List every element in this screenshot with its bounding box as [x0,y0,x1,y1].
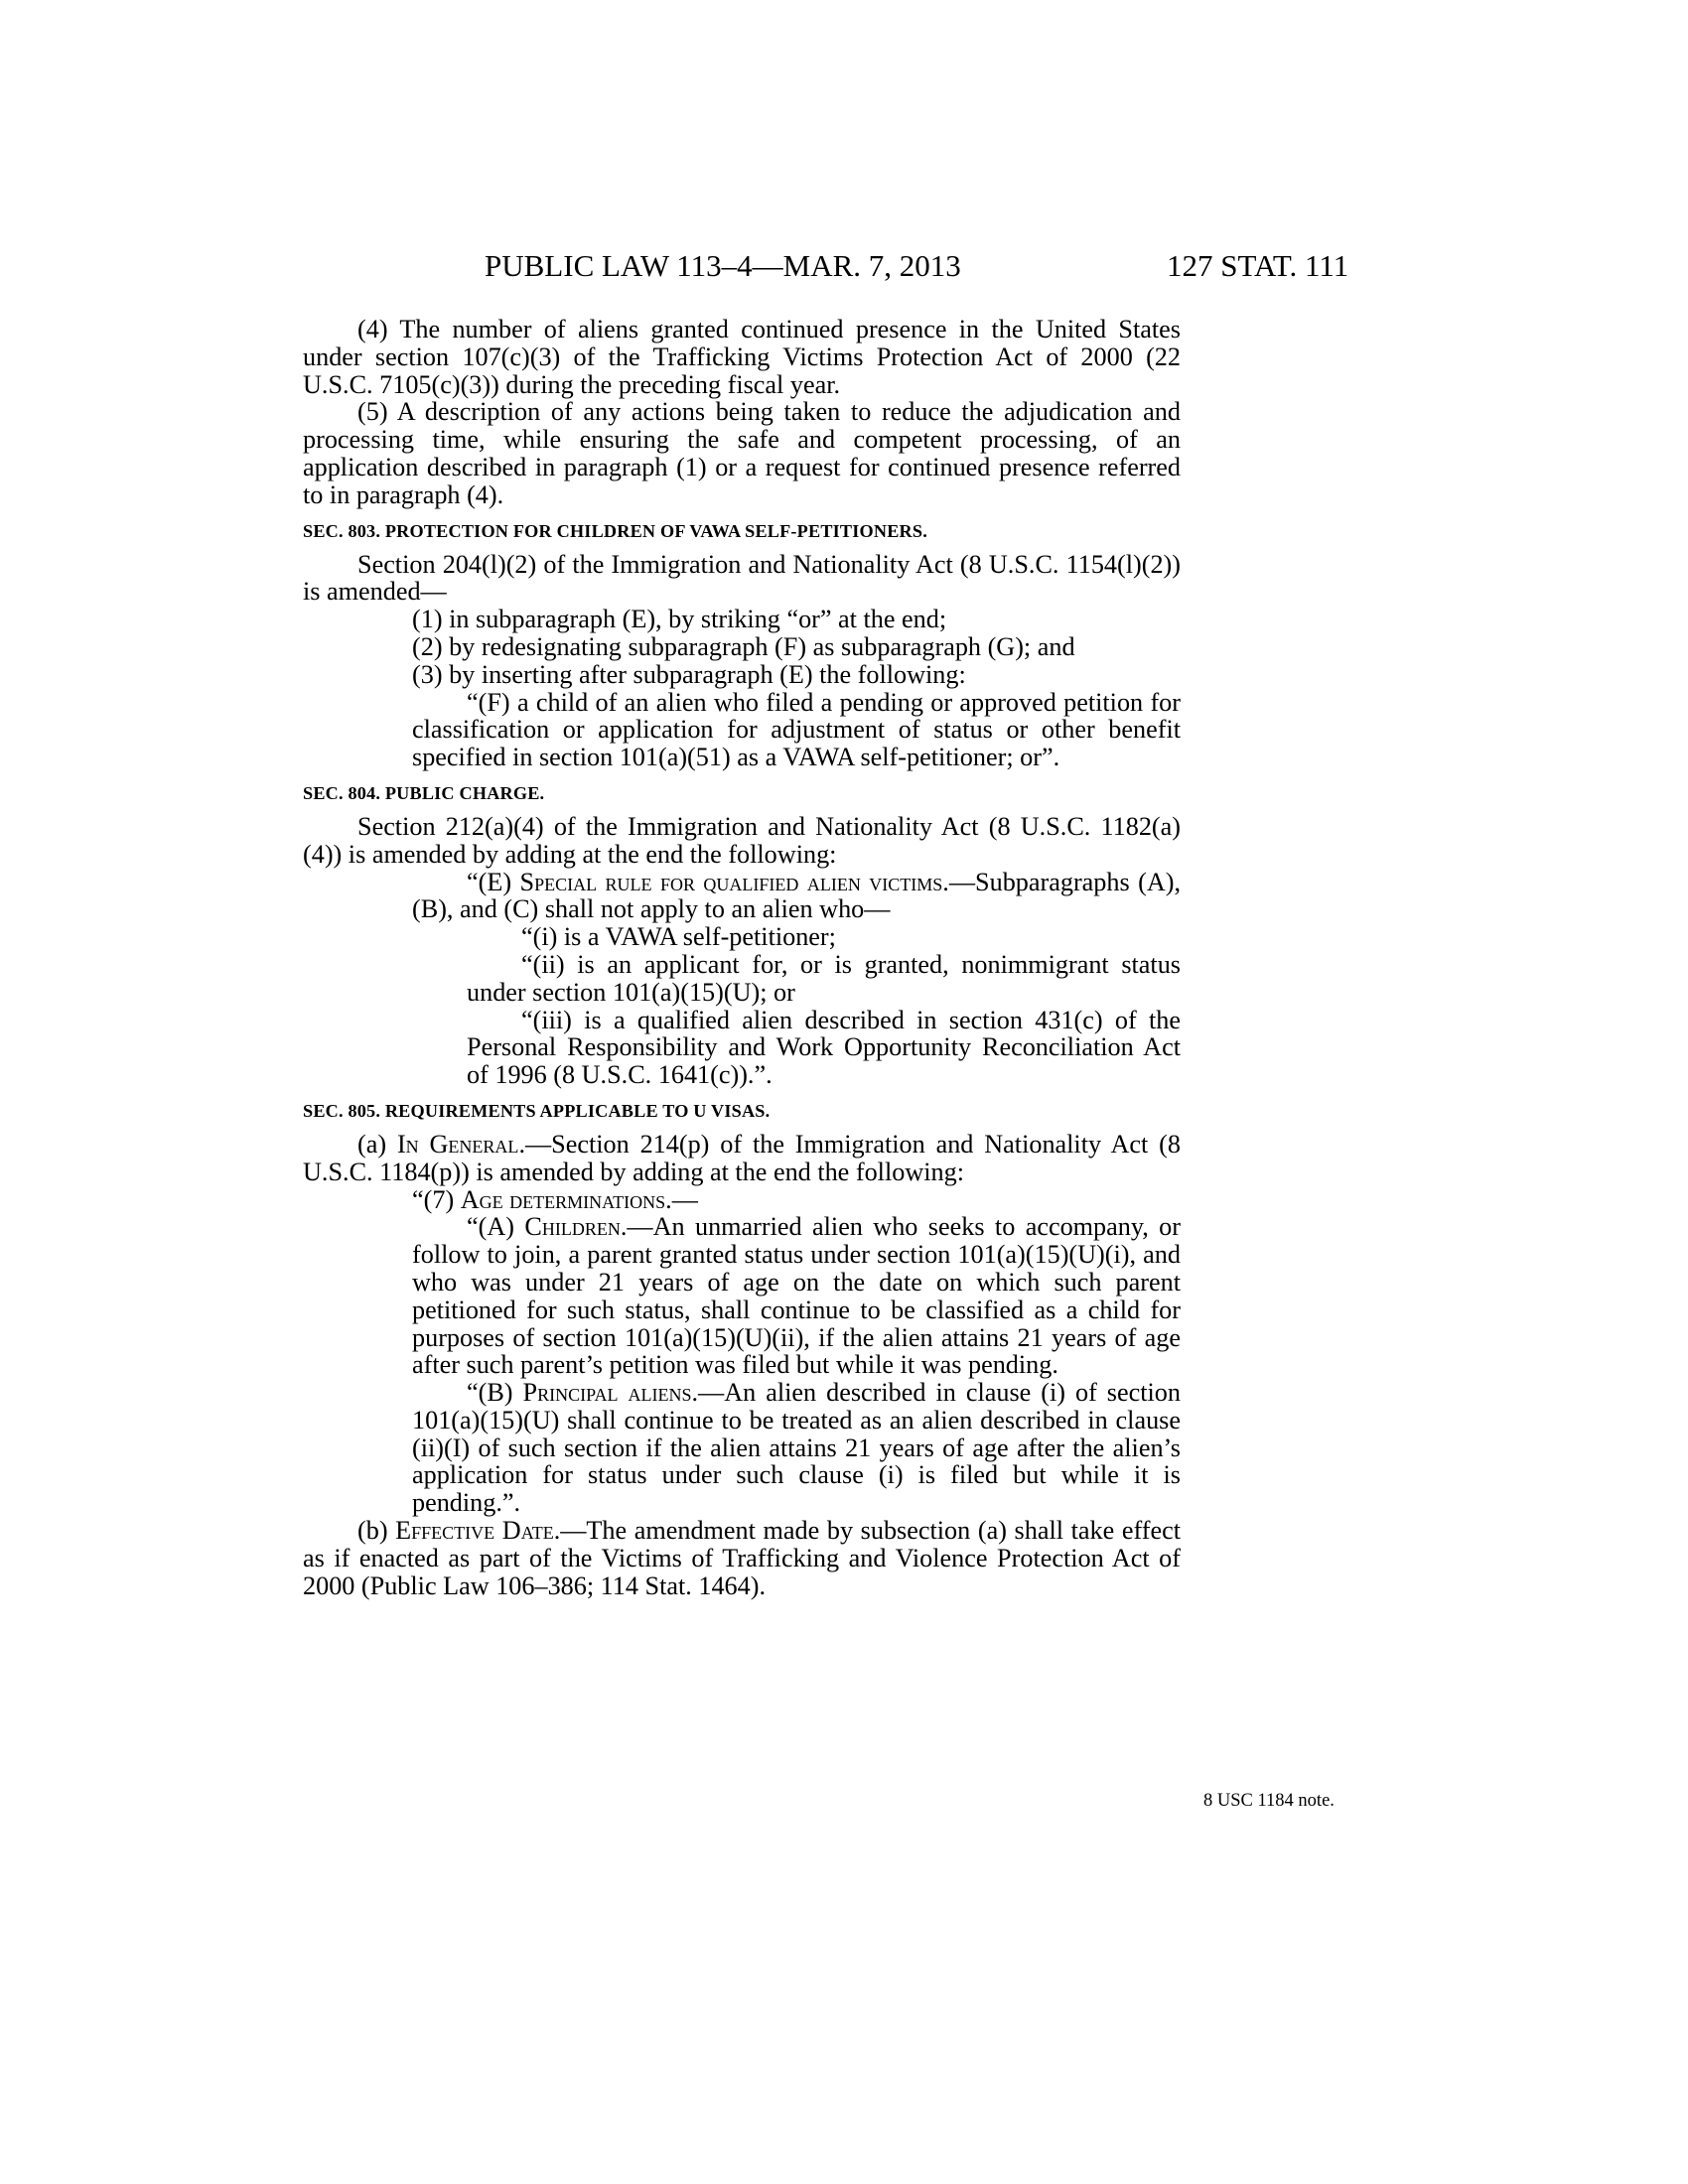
section-804-intro: Section 212(a)(4) of the Immigration and Nationality Act (8 U.S.C. 1182(a)(4)) is amended by adding at the end the following: [303,811,1181,869]
subparagraph-e-dash: .— [942,867,976,896]
subsection-b-text: .—The amendment made by subsection (a) shall take effect as if enacted as part of the Victims of Trafficking and Violence Protection Act of 2000 (Public Law 106–386; 114 Stat. 1464). [303,1516,1181,1600]
document-body [303,316,1181,1599]
paragraph-4: (4) The number of aliens granted continued presence in the United States under section 107(c)(3) of the Trafficking Victims Protection Act of 2000 (22 U.S.C. 7105(c)(3)) during the preceding fiscal year. [303,315,1181,399]
section-804-clause-i: “(i) is a VAWA self-petitioner; [521,922,836,952]
paragraph-7-prefix: “(7) [412,1184,461,1214]
section-804-heading: SEC. 804. PUBLIC CHARGE. [303,782,545,803]
paragraph-7-title: Age determinations [460,1184,666,1214]
section-805-subsection-a [303,1131,1181,1186]
section-804-clause-ii: “(ii) is an applicant for, or is granted, nonimmigrant status under section 101(a)(15)(U); or [467,949,1181,1007]
subparagraph-b-text: .—An alien described in clause (i) of section 101(a)(15)(U) shall continue to be treated as an alien described in clause (ii)(I) of such section if the alien attains 21 years of age after the alien’s application for status under such clause (i) is filed but while it is pending.”. [412,1378,1181,1518]
paragraph-7-dash: .— [665,1184,698,1214]
section-803-quoted-text: “(F) a child of an alien who filed a pending or approved petition for classification or application for adjustment of status or other benefit specified in section 101(a)(51) as a VAWA self-petitioner; or”. [412,687,1181,772]
section-804-subparagraph-e [303,869,1181,924]
subparagraph-a-text: .—An unmarried alien who seeks to accompany, or follow to join, a parent granted status under section 101(a)(15)(U)(i), and who was under 21 years of age on the date on which such parent petitioned for such status, shall continue to be classified as a child for purposes of section 101(a)(15)(U)(ii), if the alien attains 21 years of age after such parent’s petition was filed but while it was pending. [412,1212,1181,1380]
subparagraph-e-text: Subparagraphs (A), (B), and (C) shall not apply to an alien who— [412,867,1182,924]
subparagraph-e-title: Special rule for qualified alien victims [519,867,943,896]
subparagraph-b-title: Principal aliens [522,1378,692,1408]
running-header [0,246,1688,286]
subparagraph-a-prefix: “(A) [467,1212,525,1242]
section-804-clause-iii: “(iii) is a qualified alien described in section 431(c) of the Personal Responsibility and Work Opportunity Reconciliation Act of 1996 (8 U.S.C. 1641(c)).”. [467,1005,1181,1090]
subsection-a-text: .—Section 214(p) of the Immigration and Nationality Act (8 U.S.C. 1184(p)) is amended by adding at the end the following: [303,1129,1181,1186]
subparagraph-b-prefix: “(B) [467,1378,523,1408]
section-803-intro: Section 204(l)(2) of the Immigration and Nationality Act (8 U.S.C. 1154(l)(2)) is amended— [303,549,1181,607]
section-803-item-2: (2) by redesignating subparagraph (F) as subparagraph (G); and [412,631,1075,661]
section-805-subparagraph-a [303,1213,1181,1379]
subsection-a-prefix: (a) [357,1129,397,1159]
section-803-item-3: (3) by inserting after subparagraph (E) the following: [412,659,966,689]
subsection-a-title: In General [396,1129,519,1159]
subparagraph-e-prefix: “(E) [467,867,520,896]
section-805-subsection-b [303,1517,1181,1599]
section-805-heading: SEC. 805. REQUIREMENTS APPLICABLE TO U VISAS. [303,1100,771,1121]
subsection-b-prefix: (b) [357,1516,396,1546]
header-stat-page: 127 STAT. 111 [1167,248,1349,283]
section-805-subparagraph-b [303,1379,1181,1517]
margin-note-usc: 8 USC 1184 note. [1203,1791,1335,1811]
subsection-b-title: Effective Date [395,1516,554,1546]
section-805-paragraph-7 [303,1186,1181,1214]
subparagraph-a-title: Children [524,1212,621,1242]
section-803-item-1: (1) in subparagraph (E), by striking “or” at the end; [412,605,947,634]
header-title: PUBLIC LAW 113–4—MAR. 7, 2013 [485,248,961,283]
paragraph-5: (5) A description of any actions being taken to reduce the adjudication and processing time, while ensuring the safe and competent processing, of an application described in paragraph (1) or a request for continued presence referred to in paragraph (4). [303,397,1181,509]
section-803-heading: SEC. 803. PROTECTION FOR CHILDREN OF VAWA SELF-PETITIONERS. [303,520,927,541]
